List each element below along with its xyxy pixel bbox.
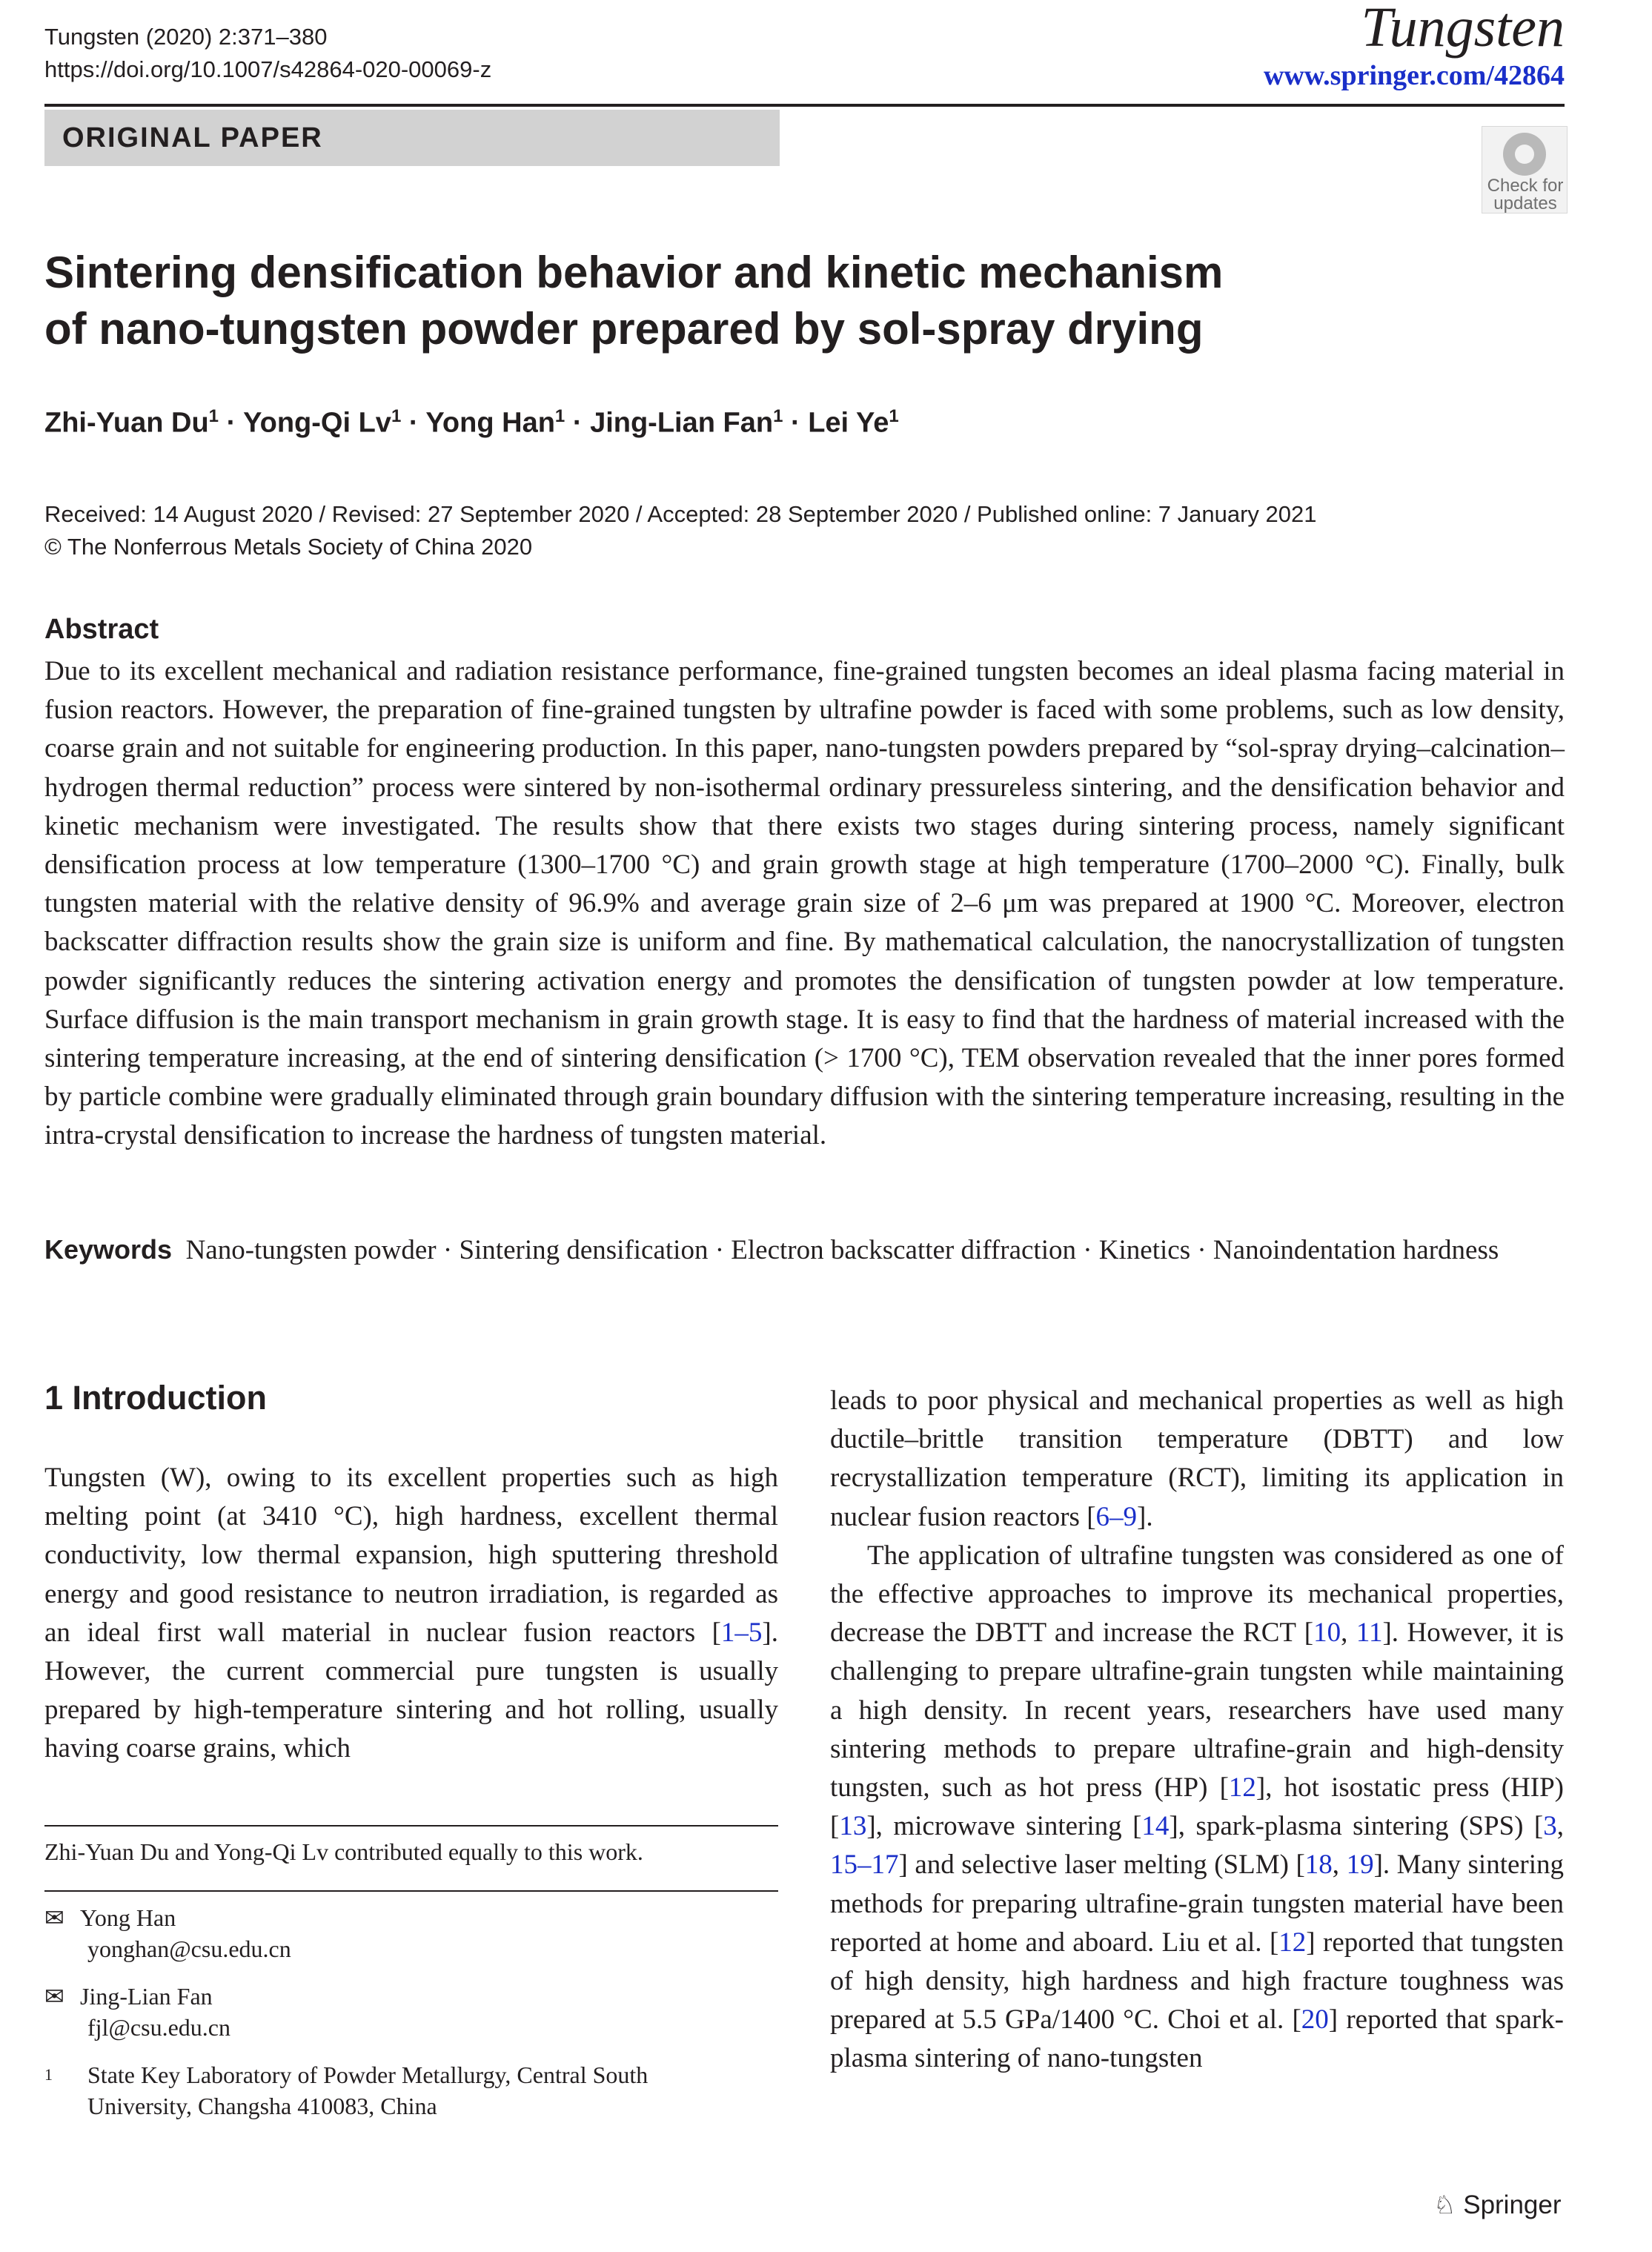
abstract-body: Due to its excellent mechanical and radiation resistance performance, fine-grained tungsten becomes an ideal plasma facing material in fusion reactors. However, the preparation of fine-grained tungsten by ultrafine powder is faced with some problems, such as low density, coarse grain and not suitable for engineering production. In this paper, nano-tungsten powders prepared by “sol-spray drying–calcination–hydrogen thermal reduction” process were sintered by non-isothermal ordinary pressureless sintering, and the densification behavior and kinetic mechanism were investigated. The results show that there exists two stages during sintering process, namely significant densification process at low temperature (1300–1700 °C) and grain growth stage at high temperature (1700–2000 °C). Finally, bulk tungsten material with the relative density of 96.9% and average grain size of 2–6 μm was prepared at 1900 °C. Moreover, electron backscatter diffraction results show the grain size is uniform and fine. By mathematical calculation, the nanocrystallization of tungsten powder significantly reduces the sintering activation energy and promotes the densification of tungsten powder at low temperature. Surface diffusion is the main transport mechanism in grain growth stage. It is easy to find that the hardness of material increased with the sintering temperature increasing, at the end of sintering densification (> 1700 °C), TEM observation revealed that the inner pores formed by particle combine were gradually eliminated through grain boundary diffusion with the sintering temperature increasing, resulting in the intra-crystal densification to increase the hardness of tungsten material.: [44, 656, 1565, 1151]
author-affiliation-mark: 1: [208, 406, 219, 426]
corresponding-author-1: [44, 1902, 291, 1964]
body-text: ]. Many sintering methods for preparing ultrafine-grain tungsten material have been reported at home and aboard. Liu et al. [: [830, 1849, 1564, 1958]
envelope-icon: ✉: [44, 1983, 64, 2010]
body-text: ,: [1332, 1849, 1347, 1881]
body-text: The application of ultrafine tungsten was considered as one of the effective approaches to improve its mechanical properties, decrease the DBTT and increase the RCT [: [830, 1540, 1564, 1649]
citation-link[interactable]: 19: [1346, 1849, 1374, 1881]
corresponding-author-2: [44, 1981, 230, 2043]
envelope-icon: ✉: [44, 1904, 64, 1931]
author-name[interactable]: Lei Ye: [808, 407, 889, 439]
citation-link[interactable]: 12: [1228, 1772, 1256, 1804]
intro-paragraph-1: [44, 1459, 778, 1769]
author-affiliation-mark: 1: [391, 406, 402, 426]
citation-link[interactable]: 20: [1301, 2004, 1329, 2036]
author-affiliation-mark: 1: [889, 406, 899, 426]
footnote-divider: [44, 1825, 778, 1827]
intro-right-column: [830, 1382, 1564, 2079]
journal-url-link[interactable]: www.springer.com/42864: [1263, 60, 1565, 91]
citation-link[interactable]: 18: [1304, 1849, 1333, 1881]
doi-link[interactable]: https://doi.org/10.1007/s42864-020-00069-z: [44, 56, 492, 82]
citation-link[interactable]: 10: [1313, 1617, 1341, 1649]
affiliation-line-1: State Key Laboratory of Powder Metallurgy, Central South: [87, 2061, 648, 2088]
equal-contribution-note: Zhi-Yuan Du and Yong-Qi Lv contributed equally to this work.: [44, 1838, 643, 1865]
dates-line: Received: 14 August 2020 / Revised: 27 September 2020 / Accepted: 28 September 2020 / Published online: 7 January 2021: [44, 501, 1317, 527]
intro-paragraph-2: [830, 1537, 1564, 2079]
citation-link[interactable]: 15–17: [830, 1849, 899, 1881]
body-text: ]. However, it is challenging to prepare ultrafine-grain tungsten while maintaining a high density. In recent years, researchers have used many sintering methods to prepare ultrafine-grain and high-density tungsten, such as hot press (HP) [: [830, 1617, 1565, 1804]
citation-link[interactable]: 11: [1356, 1617, 1383, 1649]
check-updates-icon: [1503, 133, 1546, 176]
intro-left-column: [44, 1459, 778, 1769]
footnote-divider-2: [44, 1890, 778, 1892]
author-separator: ·: [565, 407, 591, 439]
contact-email[interactable]: yonghan@csu.edu.cn: [87, 1935, 291, 1962]
keywords: [44, 1231, 1565, 1270]
author-name[interactable]: Zhi-Yuan Du: [44, 407, 209, 439]
intro-paragraph-1-continued: [830, 1382, 1564, 1537]
body-text: ].: [1137, 1501, 1153, 1532]
header-divider: [44, 104, 1565, 107]
body-text: ], hot isostatic press (HIP) [: [830, 1772, 1564, 1842]
body-text: leads to poor physical and mechanical properties as well as high ductile–brittle transition temperature (DBTT) and low recrystallization temperature (RCT), limiting its application in nuclear fusion reactors [: [830, 1385, 1564, 1532]
citation-link[interactable]: 12: [1278, 1927, 1307, 1958]
keywords-label: Keywords: [44, 1234, 173, 1265]
keywords-list: Nano-tungsten powder · Sintering densification · Electron backscatter diffraction · Kinetics · Nanoindentation hardness: [185, 1235, 1499, 1265]
body-text: ] and selective laser melting (SLM) [: [898, 1849, 1305, 1881]
citation-link[interactable]: 1–5: [720, 1617, 763, 1648]
title-line-1: Sintering densification behavior and kinetic mechanism: [44, 248, 1224, 297]
body-text: ], spark-plasma sintering (SPS) [: [1169, 1811, 1544, 1842]
body-text: ,: [1556, 1811, 1564, 1842]
author-list: [44, 406, 899, 440]
author-affiliation-mark: 1: [773, 406, 783, 426]
author-name[interactable]: Yong Han: [425, 407, 555, 439]
body-text: Tungsten (W), owing to its excellent properties such as high melting point (at 3410 °C), high hardness, excellent thermal conductivity, low thermal expansion, high sputtering threshold energy and good resistance to neutron irradiation, is regarded as an ideal first wall material in nuclear fusion reactors [: [44, 1463, 778, 1648]
copyright-line: © The Nonferrous Metals Society of China 2020: [44, 534, 533, 560]
body-text: ] reported that tungsten of high density, high hardness and high fracture toughness was prepared at 5.5 GPa/1400 °C. Choi et al. [: [830, 1927, 1564, 2036]
journal-reference: [44, 21, 491, 86]
publication-history: [44, 498, 1317, 563]
paper-title: [44, 245, 1304, 357]
contact-name: Yong Han: [80, 1904, 176, 1931]
author-affiliation-mark: 1: [554, 406, 565, 426]
citation-link[interactable]: 3: [1543, 1811, 1557, 1842]
citation-link[interactable]: 14: [1141, 1811, 1170, 1842]
journal-logo: Tungsten: [1361, 0, 1565, 59]
author-name[interactable]: Yong-Qi Lv: [243, 407, 391, 439]
affiliation: [44, 2059, 648, 2122]
journal-citation: Tungsten (2020) 2:371–380: [44, 24, 328, 50]
body-text: ,: [1341, 1617, 1356, 1649]
author-separator: ·: [783, 407, 809, 439]
section-heading-introduction: 1 Introduction: [44, 1379, 267, 1417]
author-separator: ·: [219, 407, 244, 439]
body-text: ] reported that spark-plasma sintering of nano-tungsten: [830, 2004, 1564, 2074]
affiliation-number: 1: [44, 2065, 53, 2084]
check-updates-badge[interactable]: [1482, 126, 1568, 213]
contact-email[interactable]: fjl@csu.edu.cn: [87, 2014, 230, 2041]
check-updates-label: Check for updates: [1487, 176, 1564, 213]
body-text: ], microwave sintering [: [866, 1811, 1142, 1842]
contact-name: Jing-Lian Fan: [80, 1983, 213, 2010]
affiliation-line-2: University, Changsha 410083, China: [87, 2093, 437, 2119]
author-separator: ·: [401, 407, 426, 439]
article-type-banner: ORIGINAL PAPER: [44, 110, 780, 166]
publisher-mark: [1433, 2190, 1562, 2220]
citation-link[interactable]: 6–9: [1095, 1501, 1138, 1532]
publisher-name: Springer: [1463, 2190, 1562, 2219]
citation-link[interactable]: 13: [839, 1811, 867, 1842]
title-line-2: of nano-tungsten powder prepared by sol-spray drying: [44, 304, 1204, 354]
body-text: ]. However, the current commercial pure tungsten is usually prepared by high-temperature sintering and hot rolling, usually having coarse grains, which: [44, 1617, 778, 1764]
springer-horse-icon: ♘: [1433, 2191, 1456, 2219]
author-name[interactable]: Jing-Lian Fan: [590, 407, 774, 439]
abstract-heading: Abstract: [44, 614, 159, 645]
